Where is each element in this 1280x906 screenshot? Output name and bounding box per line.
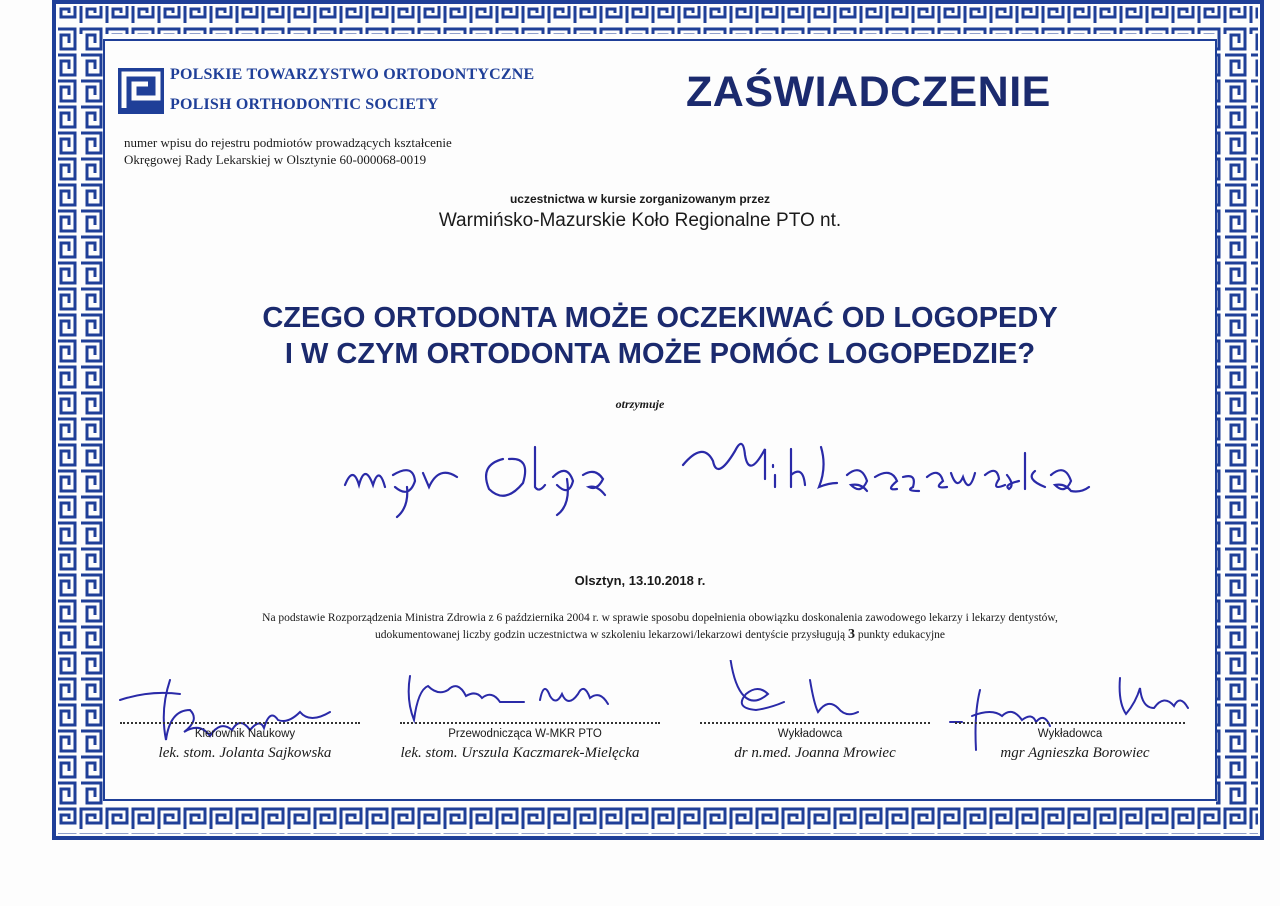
legal-basis-line-2	[120, 625, 1200, 645]
signature-line-4	[955, 722, 1185, 724]
signatory-3-name: dr n.med. Joanna Mrowiec	[734, 745, 896, 761]
signatory-3-role: Wykładowca	[777, 728, 843, 740]
course-title-line-2: I W CZYM ORTODONTA MOŻE POMÓC LOGOPEDZIE?	[284, 338, 1036, 370]
signatory-4-role: Wykładowca	[1037, 728, 1103, 740]
legal-basis-text: udokumentowanej liczby godzin uczestnictwa w szkoleniu lekarzowi/lekarzowi dentyście przysługują	[374, 629, 848, 641]
legal-basis-line-1: Na podstawie Rozporządzenia Ministra Zdrowia z 6 października 2004 r. w sprawie sposobu dopełnienia obowiązku doskonalenia zawodowego lekarzy i lekarzy dentystów,	[262, 612, 1058, 624]
signature-3	[730, 660, 858, 714]
legal-basis-text-end: punkty edukacyjne	[854, 629, 945, 641]
signature-line-1	[120, 722, 360, 724]
signature-line-3	[700, 722, 930, 724]
signature-line-2	[400, 722, 660, 724]
place-date: Olsztyn, 13.10.2018 r.	[574, 573, 706, 588]
course-intro: uczestnictwa w kursie zorganizowanym przez	[509, 192, 771, 206]
document-title: ZAŚWIADCZENIE	[686, 68, 1051, 116]
signatory-2-name: lek. stom. Urszula Kaczmarek-Mielęcka	[400, 745, 640, 761]
signature-2	[409, 676, 608, 720]
pto-logo-icon	[118, 68, 164, 114]
signatory-1-name: lek. stom. Jolanta Sajkowska	[158, 745, 332, 761]
course-organizer: Warmińsko-Mazurskie Koło Regionalne PTO nt.	[438, 210, 842, 231]
receives-label: otrzymuje	[615, 397, 665, 411]
org-name-pl: POLSKIE TOWARZYSTWO ORTODONTYCZNE	[170, 66, 535, 83]
org-name-en: POLISH ORTHODONTIC SOCIETY	[170, 96, 439, 113]
signatory-1-role: Kierownik Naukowy	[194, 728, 296, 740]
course-title-line-1: CZEGO ORTODONTA MOŻE OCZEKIWAĆ OD LOGOPEDY	[262, 302, 1058, 334]
registry-line-2: Okręgowej Rady Lekarskiej w Olsztynie 60-000068-0019	[124, 152, 427, 167]
recipient-name-handwritten	[335, 425, 1115, 525]
education-points: 3	[847, 627, 855, 642]
signatory-2-role: Przewodnicząca W-MKR PTO	[448, 728, 602, 740]
registry-line-1: numer wpisu do rejestru podmiotów prowadzących kształcenie	[124, 135, 452, 150]
signatory-4-name: mgr Agnieszka Borowiec	[1000, 745, 1150, 761]
